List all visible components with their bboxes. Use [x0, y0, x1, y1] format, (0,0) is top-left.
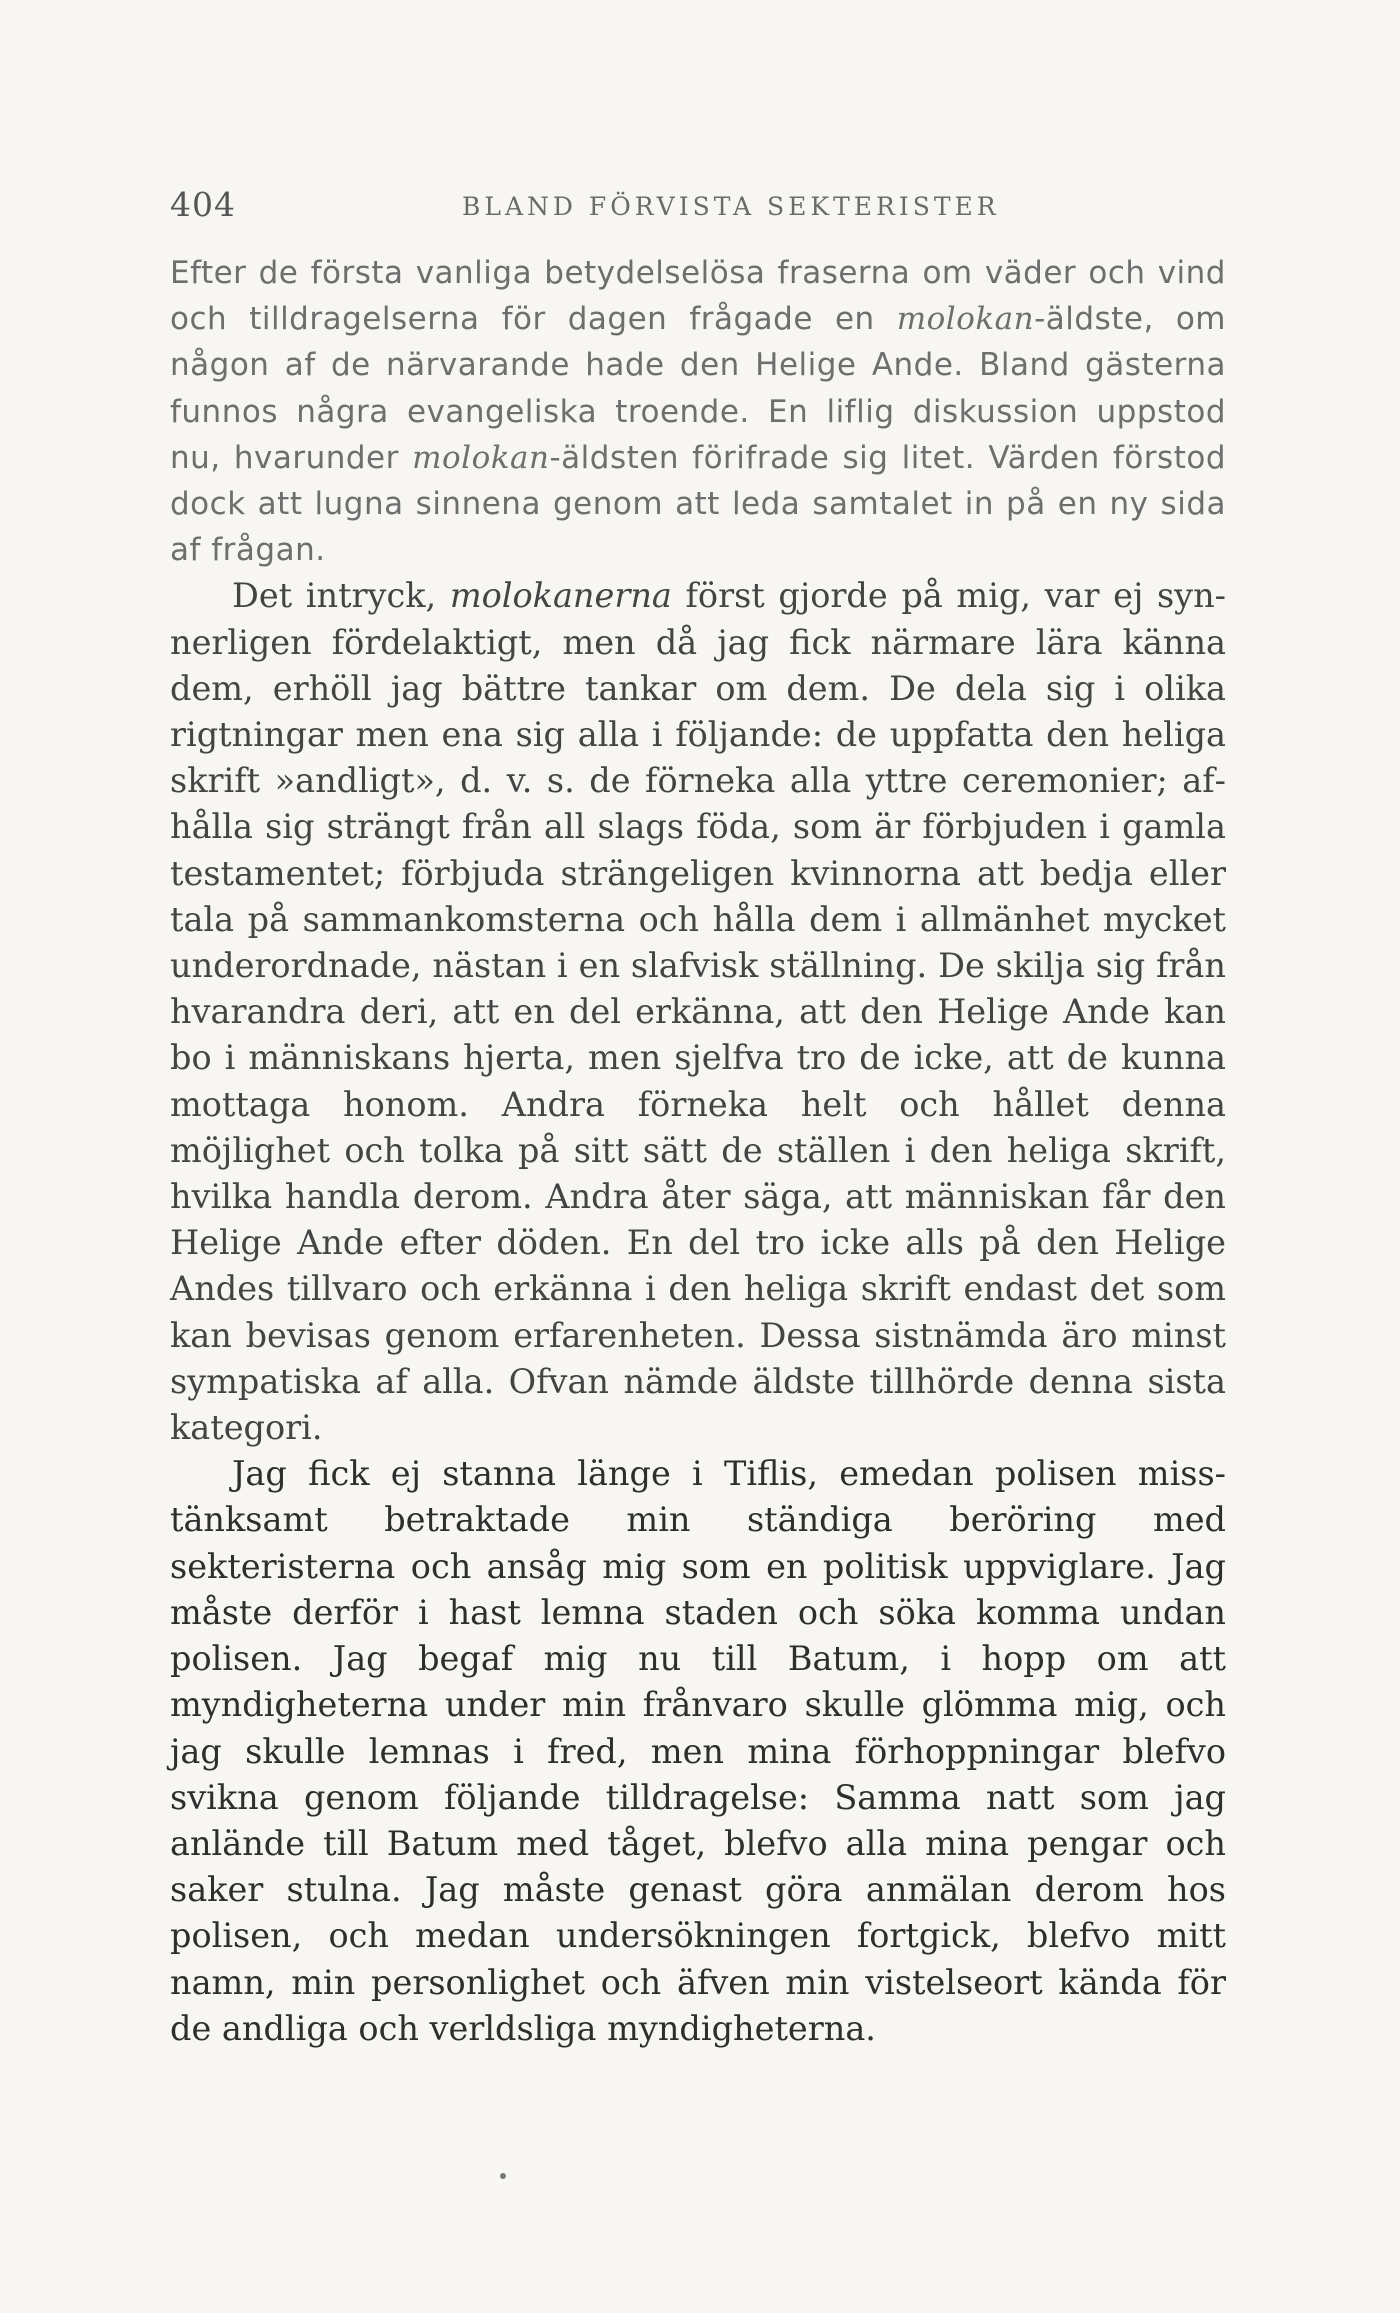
text-run: Efter de första vanliga betydelselösa fraserna om väder och vind och tilldragelserna för dagen frågade en	[170, 255, 1226, 338]
text-run: först gjorde på mig, var ej synnerligen fördelaktigt, men då jag fick närmare lära känna dem, erhöll jag bättre tankar om dem. De dela sig i olika rigtningar men ena sig alla i följande: de uppfatta den heliga skrift »andligt», d. v. s. de förneka alla yttre ceremonier; afhålla sig strängt från all slags föda, som är förbjuden i gamla testamentet; förbjuda strängeligen kvinnorna att bedja eller tala på sammankomsterna och hålla dem i allmänhet mycket underordnade, nästan i en slafvisk ställning. De skilja sig från hvarandra deri, att en del erkänna, att den Helige Ande kan bo i människans hjerta, men sjelfva tro de icke, att de kunna mottaga honom. Andra förneka helt och hållet denna möjlighet och tolka på sitt sätt de ställen i den heliga skrift, hvilka handla derom. Andra åter säga, att människan får den Helige Ande efter döden. En del tro icke alls på den Helige Andes tillvaro och erkänna i den heliga skrift endast det som kan bevisas genom erfarenheten. Dessa sistnämda äro minst sympatiska af alla. Ofvan nämde äldste tillhörde denna sista kategori.	[170, 576, 1226, 1448]
paragraph-1	[170, 250, 1226, 573]
ink-speck	[500, 2173, 506, 2179]
italic-term: molokan	[412, 439, 550, 476]
paragraph-3: Jag fick ej stanna länge i Tiflis, emedan polisen misstänksamt betraktade min ständiga beröring med sekteristerna och ansåg mig som en politisk uppviglare. Jag måste derför i hast lemna staden och söka komma undan polisen. Jag begaf mig nu till Batum, i hopp om att myndigheterna under min frånvaro skulle glömma mig, och jag skulle lemnas i fred, men mina förhoppningar blefvo svikna genom följande tilldragelse: Samma natt som jag anlände till Batum med tåget, blefvo alla mina pengar och saker stulna. Jag måste genast göra anmälan derom hos polisen, och medan undersökningen fortgick, blefvo mitt namn, min personlighet och äfven min vistelseort kända för de andliga och verldsliga myndigheterna.	[170, 1454, 1226, 2048]
page-number: 404	[170, 185, 236, 224]
italic-term: molokanerna	[449, 576, 672, 616]
text-run: -äldsten förifrade sig litet. Värden förstod dock att lugna sinnena genom att leda samtalet in på en ny sida af frågan.	[170, 439, 1226, 569]
body-text	[170, 250, 1226, 2052]
running-title: BLAND FÖRVISTA SEKTERISTER	[462, 192, 1000, 221]
text-run: -äldste, om någon af de närvarande hade den Helige Ande. Bland gästerna funnos några evangeliska troende. En liflig diskussion uppstod nu, hvarunder	[170, 301, 1226, 476]
paragraph-2	[170, 573, 1226, 1451]
text-run: Det intryck,	[232, 576, 450, 616]
italic-term: molokan	[896, 301, 1035, 338]
